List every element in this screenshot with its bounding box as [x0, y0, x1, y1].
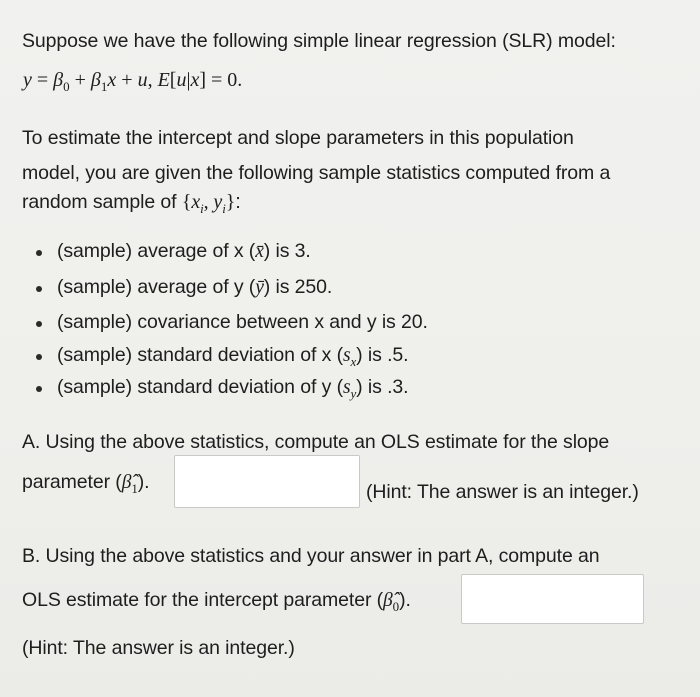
bullet-dot [36, 321, 42, 327]
paragraph-line-2: model, you are given the following sample statistics computed from a [22, 162, 611, 184]
part-a-param-label: parameter $(\betâ_1)$. [22, 471, 150, 496]
intercept-answer-input[interactable] [461, 574, 644, 624]
part-a-hint: (Hint: The answer is an integer.) [366, 481, 639, 503]
model-equation: $y = \beta_0 + \beta_1x + u$, E[u|x] = 0. [23, 69, 243, 94]
intro-text: Suppose we have the following simple linear regression (SLR) model: [22, 30, 616, 52]
list-item: (sample) standard deviation of x $(s_x)$ is .5. [57, 344, 409, 369]
list-item: (sample) covariance between x and y is 20. [57, 311, 428, 333]
paragraph-line-3-prefix: random sample of [22, 191, 177, 213]
part-b-hint: (Hint: The answer is an integer.) [22, 637, 295, 659]
list-item: (sample) average of y (ȳ) is 250. [57, 276, 333, 298]
slope-answer-input[interactable] [174, 455, 360, 508]
sample-set-math: {$x_i$, $y_i$}: [181, 191, 241, 216]
part-b-param-label: OLS estimate for the intercept parameter $(\betâ_0)$. [22, 589, 411, 614]
paragraph-line-3 [22, 191, 241, 217]
list-item: (sample) standard deviation of y $(s_y)$ is .3. [57, 376, 409, 401]
part-a-question: A. Using the above statistics, compute an OLS estimate for the slope [22, 431, 610, 453]
part-b-question: B. Using the above statistics and your answer in part A, compute an [22, 545, 600, 567]
paragraph-line-1: To estimate the intercept and slope parameters in this population [22, 127, 574, 149]
list-item: (sample) average of x (x̄) is 3. [57, 240, 311, 262]
bullet-dot [36, 286, 42, 292]
bullet-dot [36, 354, 42, 360]
bullet-dot [36, 386, 42, 392]
bullet-dot [36, 250, 42, 256]
